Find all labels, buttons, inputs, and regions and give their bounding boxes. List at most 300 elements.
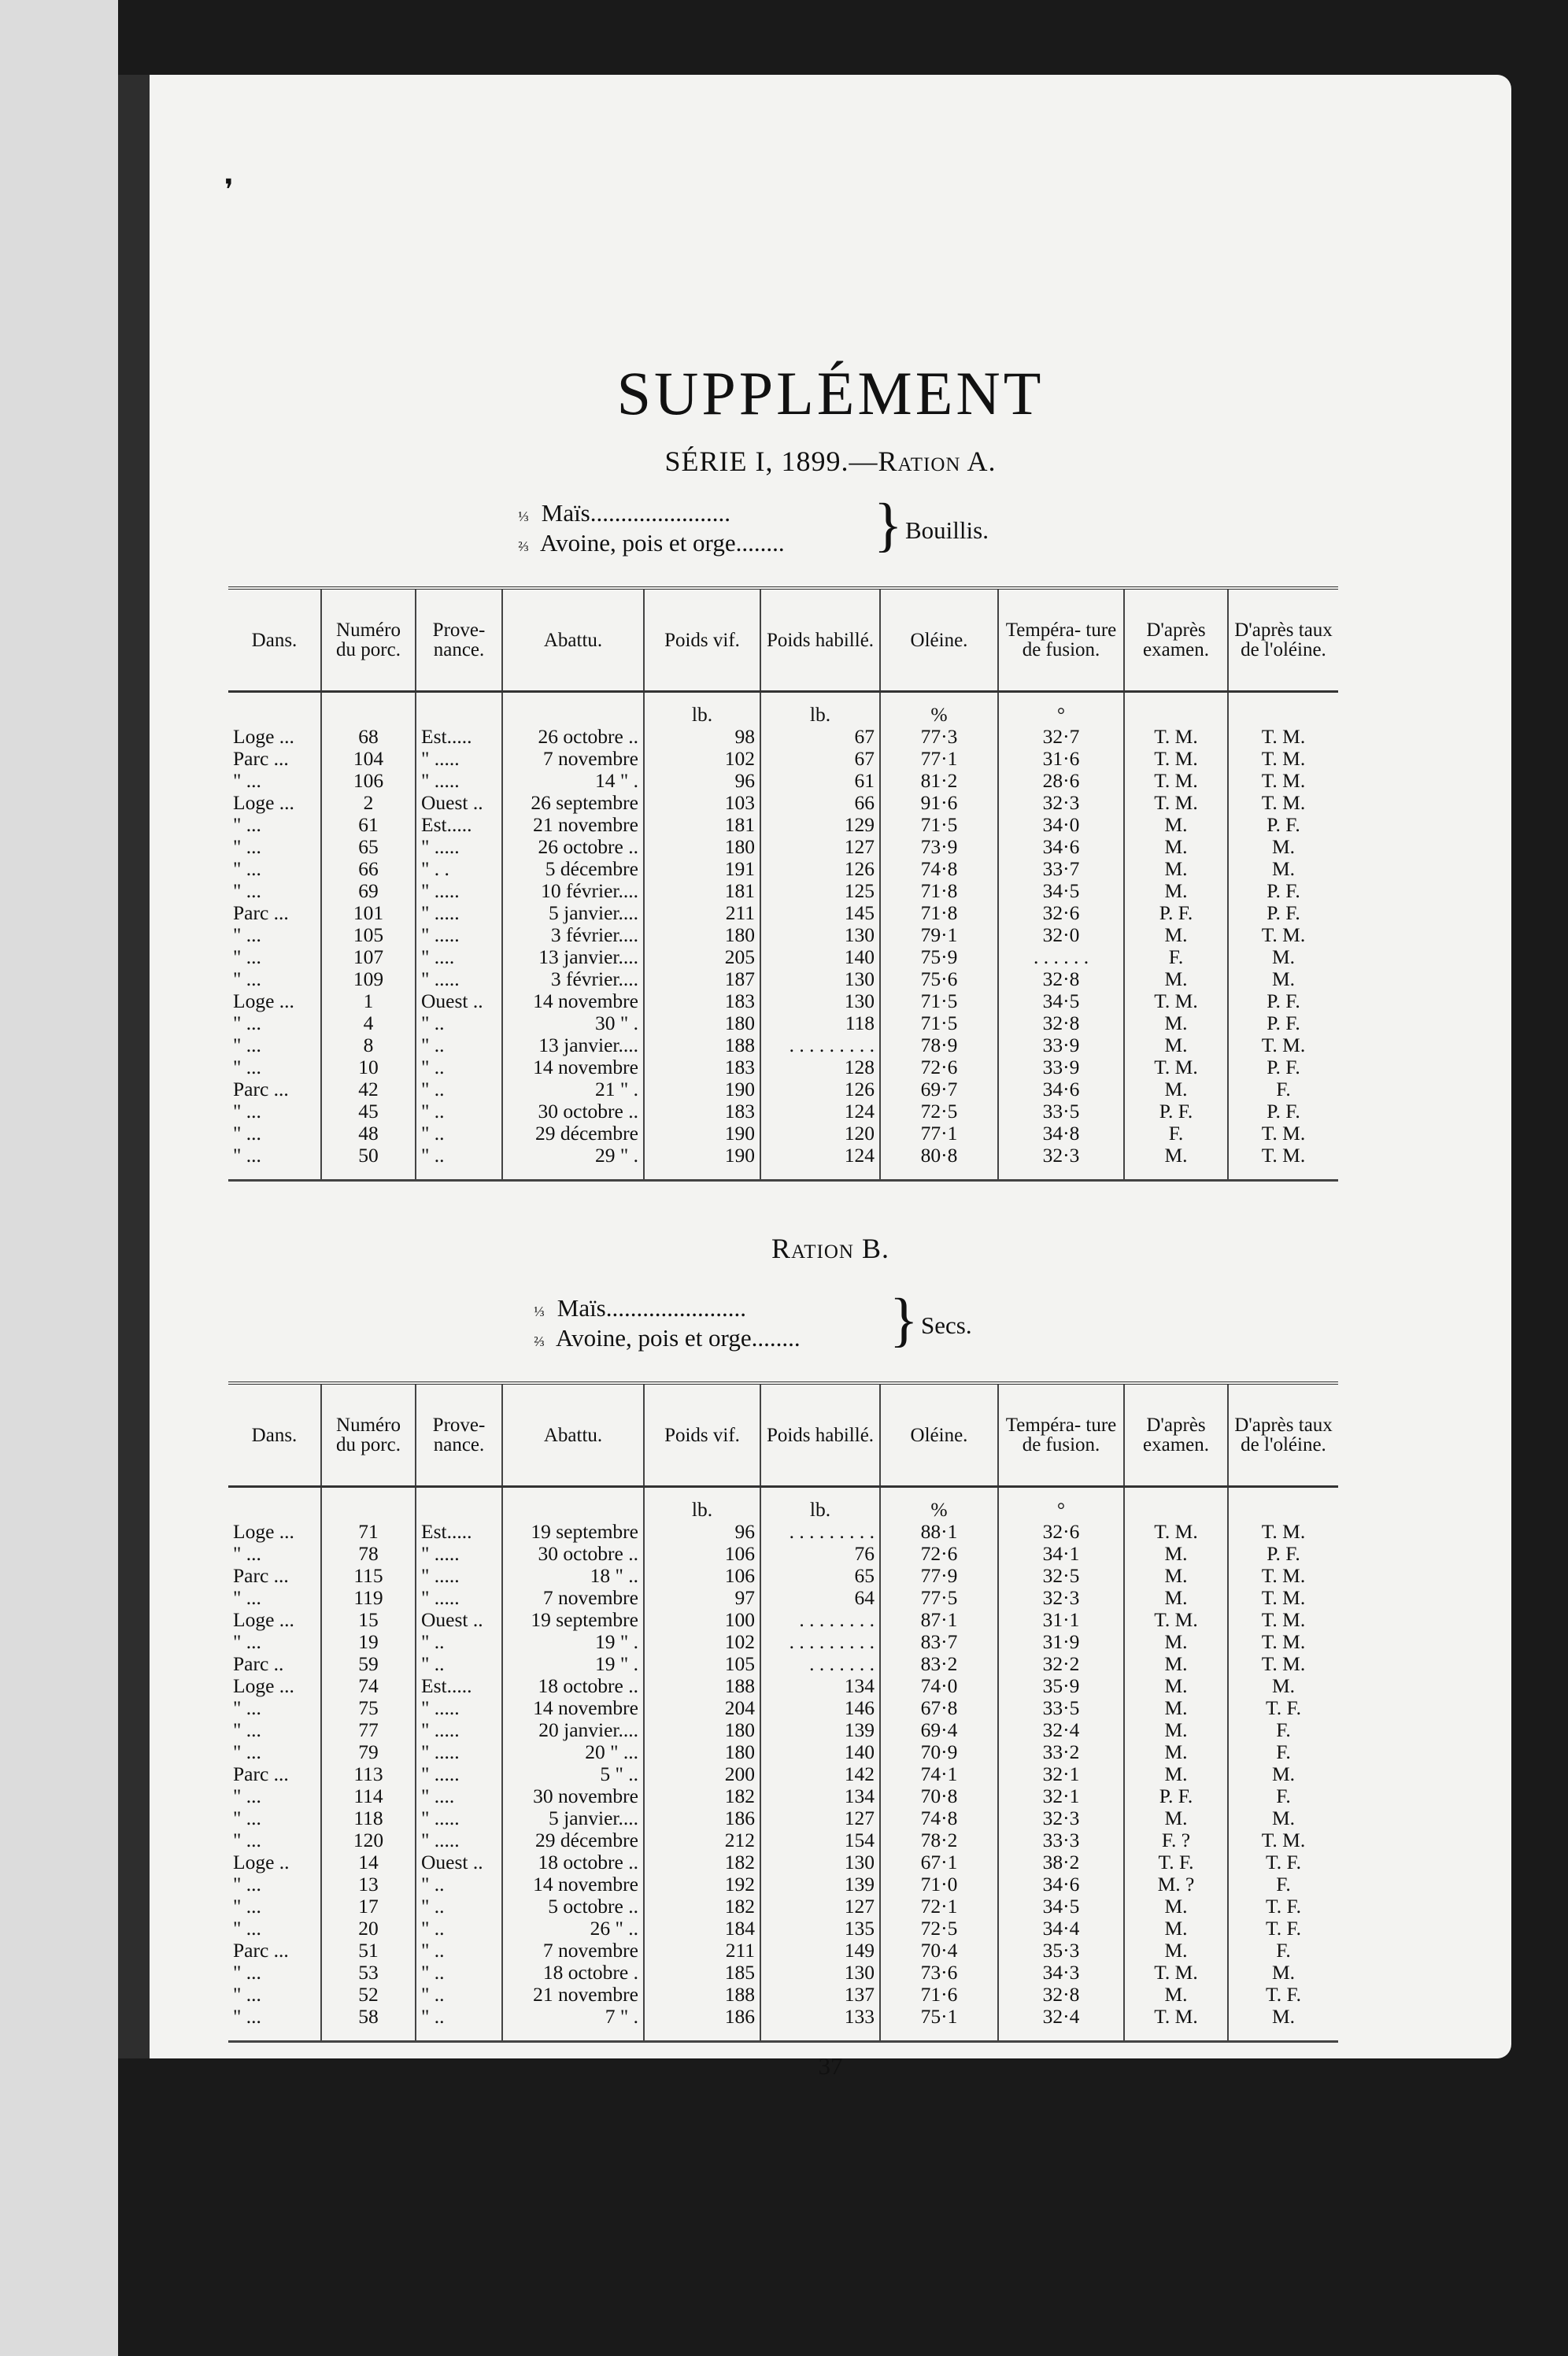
table-cell: M. [1124,880,1228,902]
table-cell: 106 [644,1543,760,1565]
column-header: Poids habillé. [760,588,880,692]
table-cell: 48 [321,1123,416,1145]
table-cell: 75·6 [880,968,998,990]
table-cell: 134 [760,1785,880,1807]
table-cell: M. [1271,2006,1296,2028]
table-cell: M. [1271,858,1296,880]
table-cell: 34·0 [998,814,1124,836]
ration-b-heading: Ration B. [771,1233,889,1264]
table-cell: 149 [760,1940,880,1962]
unit-cell [502,692,644,727]
table-cell: M. [1271,836,1296,858]
table-cell: 38·2 [998,1851,1124,1873]
table-cell: 69·7 [880,1078,998,1100]
table-cell: 30 octobre .. [502,1100,644,1123]
table-cell: 83·2 [880,1653,998,1675]
table-cell: 7 " . [502,2006,644,2042]
table-cell: 135 [760,1918,880,1940]
table-cell: 10 [321,1056,416,1078]
table-cell: 58 [321,2006,416,2042]
table-cell: T. M. [1261,1565,1306,1587]
table-cell: 14 " . [502,770,644,792]
feed-item: Maïs....................... [541,499,730,527]
table-cell: T. M. [1261,1653,1306,1675]
table-cell: M. [1124,1078,1228,1100]
table-cell: 64 [760,1587,880,1609]
table-row [228,1807,1338,1829]
table-cell: 78·2 [880,1829,998,1851]
table-cell: 78·9 [880,1034,998,1056]
feed-item: Avoine, pois et orge........ [540,529,785,557]
table-cell: 77 [321,1719,416,1741]
table-cell: M. [1124,1940,1228,1962]
table-cell: 134 [760,1675,880,1697]
table-cell: T. M. [1124,2006,1228,2042]
table-cell: 78 [321,1543,416,1565]
table-cell: 26 " .. [502,1918,644,1940]
table-row [228,1521,1338,1543]
table-cell: 5 octobre .. [502,1896,644,1918]
table-cell: Parc ... [228,1763,321,1785]
table-row [228,1543,1338,1565]
table-cell: T. M. [1261,1587,1306,1609]
table-cell: 181 [644,814,760,836]
table-cell: 97 [644,1587,760,1609]
table-cell: " ..... [416,1587,502,1609]
table-cell: T. M. [1261,726,1306,748]
table-cell: 212 [644,1829,760,1851]
table-cell: T. M. [1124,990,1228,1012]
table-cell: M. ? [1124,1873,1228,1896]
table-cell: " ... [228,1543,321,1565]
table-row [228,1653,1338,1675]
table-cell: " ... [228,1918,321,1940]
table-cell: 182 [644,1785,760,1807]
unit-cell [321,692,416,727]
table-cell: " .. [416,1034,502,1056]
table-cell: M. [1124,836,1228,858]
table-cell: 113 [321,1763,416,1785]
table-cell: 142 [760,1763,880,1785]
column-header: D'après taux de l'oléine. [1228,588,1338,692]
table-cell: " ..... [416,1741,502,1763]
column-header: Oléine. [880,588,998,692]
table-cell: M. [1124,814,1228,836]
table-cell: 127 [760,1807,880,1829]
table-cell: " ..... [416,1565,502,1587]
table-cell: 19 septembre [502,1609,644,1631]
table-cell: 191 [644,858,760,880]
table-cell: " ... [228,836,321,858]
table-cell: 180 [644,924,760,946]
table-row [228,814,1338,836]
table-cell: 187 [644,968,760,990]
table-cell: 17 [321,1896,416,1918]
table-cell: 32·4 [998,2006,1124,2042]
table-cell: 192 [644,1873,760,1896]
table-cell: 53 [321,1962,416,1984]
table-row [228,1719,1338,1741]
table-cell: 77·9 [880,1565,998,1587]
table-cell: T. M. [1261,1829,1306,1851]
unit-cell: lb. [644,1487,760,1522]
table-cell: 7 novembre [502,748,644,770]
table-cell: 79·1 [880,924,998,946]
table-cell: 182 [644,1896,760,1918]
table-cell: T. M. [1261,770,1306,792]
table-cell: 32·2 [998,1653,1124,1675]
table-cell: 33·9 [998,1056,1124,1078]
table-cell: 70·9 [880,1741,998,1763]
table-row [228,1631,1338,1653]
column-header: Numéro du porc. [321,1383,416,1487]
column-header: D'après taux de l'oléine. [1228,1383,1338,1487]
table-cell: " ..... [416,748,502,770]
table-cell: 67·8 [880,1697,998,1719]
column-header: Numéro du porc. [321,588,416,692]
column-header: Abattu. [502,588,644,692]
table-cell: 181 [644,880,760,902]
unit-cell [416,1487,502,1522]
table-cell: 125 [760,880,880,902]
table-cell: Ouest .. [416,1609,502,1631]
table-cell: 70·8 [880,1785,998,1807]
table-cell: . . . . . . [998,946,1124,968]
table-cell: 33·7 [998,858,1124,880]
table-cell: " .. [416,1918,502,1940]
table-cell: 34·5 [998,1896,1124,1918]
unit-cell [1228,1487,1338,1522]
table-cell: M. [1124,1565,1228,1587]
table-cell: Loge ... [228,1609,321,1631]
table-cell: 109 [321,968,416,990]
table-cell: 67 [760,726,880,748]
table-cell: 31·1 [998,1609,1124,1631]
table-cell: 18 octobre . [502,1962,644,1984]
table-cell: P. F. [1267,1543,1300,1565]
table-cell: 14 novembre [502,1697,644,1719]
table-row [228,902,1338,924]
table-cell: 188 [644,1675,760,1697]
table-cell: 139 [760,1873,880,1896]
table-cell: 8 [321,1034,416,1056]
table-row [228,2006,1338,2042]
table-cell: T. M. [1124,770,1228,792]
table-cell: 20 [321,1918,416,1940]
unit-cell [1124,1487,1228,1522]
table-cell: M. [1124,1807,1228,1829]
brace: } [889,1287,919,1353]
table-cell: 115 [321,1565,416,1587]
table-cell: 145 [760,902,880,924]
table-cell: 61 [760,770,880,792]
table-cell: 77·1 [880,1123,998,1145]
table-cell: 76 [760,1543,880,1565]
table-cell: P. F. [1267,902,1300,924]
table-cell: 34·3 [998,1962,1124,1984]
table-cell: 34·8 [998,1123,1124,1145]
column-header: Tempéra- ture de fusion. [998,588,1124,692]
table-cell: " ... [228,814,321,836]
table-cell: 71 [321,1521,416,1543]
table-cell: " ..... [416,1829,502,1851]
table-cell: 118 [321,1807,416,1829]
table-cell: T. M. [1124,748,1228,770]
ink-mark: ❜ [224,174,234,205]
table-cell: 35·3 [998,1940,1124,1962]
table-cell: 3 février.... [502,924,644,946]
table-cell: " .. [416,1962,502,1984]
table-cell: 50 [321,1145,416,1181]
table-cell: " ... [228,1123,321,1145]
unit-cell: lb. [644,692,760,727]
column-header: Oléine. [880,1383,998,1487]
table-cell: 28·6 [998,770,1124,792]
table-cell: 32·1 [998,1785,1124,1807]
table-row [228,946,1338,968]
table-cell: 71·8 [880,880,998,902]
unit-cell [1228,692,1338,727]
table-cell: 137 [760,1984,880,2006]
table-cell: 20 " ... [502,1741,644,1763]
ration-a-feed [512,492,989,560]
table-cell: 106 [644,1565,760,1587]
book-gutter [118,75,150,2058]
table-cell: 73·6 [880,1962,998,1984]
table-row [228,924,1338,946]
table-cell: 5 janvier.... [502,902,644,924]
table-cell: T. M. [1261,1631,1306,1653]
table-row [228,1012,1338,1034]
table-cell: 71·5 [880,990,998,1012]
table-cell: 32·0 [998,924,1124,946]
table-cell: " ... [228,1587,321,1609]
ration-a-label: Ration A. [878,446,997,477]
table-cell: " .. [416,2006,502,2042]
table-cell: 19 " . [502,1653,644,1675]
table-cell: 20 janvier.... [502,1719,644,1741]
table-cell: 124 [760,1145,880,1181]
table-row [228,1741,1338,1763]
table-cell: 32·8 [998,1012,1124,1034]
table-cell: 26 octobre .. [502,726,644,748]
table-cell: 15 [321,1609,416,1631]
table-cell: 19 " . [502,1631,644,1653]
table-cell: " ... [228,1984,321,2006]
table-cell: M. [1124,858,1228,880]
table-cell: " .. [416,1100,502,1123]
table-cell: 61 [321,814,416,836]
table-cell: P. F. [1124,902,1228,924]
table-cell: 19 [321,1631,416,1653]
column-header: D'après examen. [1124,588,1228,692]
table-row [228,880,1338,902]
table-cell: 180 [644,1741,760,1763]
table-cell: " ..... [416,902,502,924]
unit-cell: % [880,692,998,727]
table-cell: " .. [416,1873,502,1896]
table-cell: Ouest .. [416,990,502,1012]
table-cell: " .. [416,1984,502,2006]
table-cell: " .. [416,1056,502,1078]
table-cell: " .. [416,1653,502,1675]
table-cell: M. [1124,924,1228,946]
table-cell: " ..... [416,880,502,902]
table-cell: 4 [321,1012,416,1034]
table-cell: . . . . . . . [760,1653,880,1675]
table-cell: 7 novembre [502,1587,644,1609]
table-row [228,1697,1338,1719]
table-cell: T. F. [1266,1984,1301,2006]
table-row [228,1763,1338,1785]
table-row [228,726,1338,748]
table-cell: " ..... [416,1763,502,1785]
table-cell: 67 [760,748,880,770]
table-cell: T. F. [1266,1918,1301,1940]
table-cell: " ... [228,1829,321,1851]
table-cell: P. F. [1124,1100,1228,1123]
ration-b-table [228,1381,1338,2043]
table-cell: 71·5 [880,814,998,836]
brace: } [874,492,903,558]
table-cell: M. [1271,1807,1296,1829]
unit-cell [321,1487,416,1522]
table-cell: 130 [760,990,880,1012]
table-cell: 32·3 [998,1587,1124,1609]
table-cell: . . . . . . . . [760,1609,880,1631]
table-row [228,1984,1338,2006]
column-header: Poids habillé. [760,1383,880,1487]
table-cell: 18 octobre .. [502,1675,644,1697]
table-cell: F. [1124,946,1228,968]
table-cell: 129 [760,814,880,836]
table-cell: P. F. [1267,1012,1300,1034]
table-cell: 33·5 [998,1100,1124,1123]
feed-item: Avoine, pois et orge........ [556,1324,801,1352]
table-cell: Parc ... [228,748,321,770]
table-cell: 146 [760,1697,880,1719]
table-cell: 18 " .. [502,1565,644,1587]
table-cell: 32·7 [998,726,1124,748]
table-row [228,1145,1338,1181]
table-cell: 2 [321,792,416,814]
table-cell: 66 [760,792,880,814]
table-cell: " ... [228,1631,321,1653]
table-cell: 107 [321,946,416,968]
table-row [228,1873,1338,1896]
table-cell: M. [1271,1763,1296,1785]
table-cell: Loge .. [228,1851,321,1873]
table-cell: 75 [321,1697,416,1719]
table-cell: 211 [644,902,760,924]
table-cell: 120 [760,1123,880,1145]
unit-cell: % [880,1487,998,1522]
table-cell: 128 [760,1056,880,1078]
table-cell: 100 [644,1609,760,1631]
table-row [228,1918,1338,1940]
table-cell: " ..... [416,924,502,946]
table-cell: 33·3 [998,1829,1124,1851]
table-cell: 211 [644,1940,760,1962]
table-cell: M. [1124,1741,1228,1763]
table-cell: " ... [228,1012,321,1034]
table-cell: 21 " . [502,1078,644,1100]
table-cell: Parc .. [228,1653,321,1675]
table-cell: 119 [321,1587,416,1609]
table-cell: 71·0 [880,1873,998,1896]
table-row [228,1940,1338,1962]
table-row [228,1675,1338,1697]
table-cell: M. [1271,1962,1296,1984]
table-cell: " ... [228,2006,321,2042]
table-cell: . . . . . . . . . [760,1631,880,1653]
table-cell: P. F. [1267,1100,1300,1123]
table-cell: T. M. [1261,792,1306,814]
table-cell: 5 décembre [502,858,644,880]
table-cell: 72·5 [880,1100,998,1123]
table-cell: 96 [644,1521,760,1543]
table-cell: 67·1 [880,1851,998,1873]
table-cell: 180 [644,836,760,858]
table-cell: 14 novembre [502,990,644,1012]
table-cell: 32·6 [998,902,1124,924]
column-header: Dans. [228,1383,321,1487]
table-cell: M. [1271,1675,1296,1697]
table-cell: 74·1 [880,1763,998,1785]
table-cell: F. [1276,1873,1291,1896]
table-cell: " .... [416,946,502,968]
table-cell: 74·8 [880,1807,998,1829]
table-row [228,1851,1338,1873]
table-cell: M. [1124,1631,1228,1653]
table-cell: F. [1276,1719,1291,1741]
table-cell: M. [1124,1918,1228,1940]
table-cell: 98 [644,726,760,748]
table-cell: 190 [644,1123,760,1145]
table-row [228,836,1338,858]
table-cell: 186 [644,1807,760,1829]
table-cell: 21 novembre [502,1984,644,2006]
table-cell: " ... [228,1719,321,1741]
table-row [228,990,1338,1012]
table-cell: 105 [644,1653,760,1675]
table-cell: 77·3 [880,726,998,748]
table-cell: Est..... [416,1675,502,1697]
feed-preparation: Bouillis. [905,516,989,544]
table-cell: 180 [644,1012,760,1034]
document-page [150,75,1511,2080]
table-cell: T. F. [1266,1896,1301,1918]
table-cell: 14 novembre [502,1873,644,1896]
table-cell: T. M. [1261,748,1306,770]
table-row [228,1609,1338,1631]
table-cell: 34·6 [998,836,1124,858]
table-cell: Ouest .. [416,792,502,814]
table-cell: 75·9 [880,946,998,968]
column-header: Poids vif. [644,588,760,692]
table-cell: 72·5 [880,1918,998,1940]
table-cell: 19 septembre [502,1521,644,1543]
table-cell: 73·9 [880,836,998,858]
table-row [228,1896,1338,1918]
table-cell: 183 [644,1056,760,1078]
table-cell: " ... [228,1100,321,1123]
table-row [228,1587,1338,1609]
table-cell: 33·2 [998,1741,1124,1763]
table-cell: M. [1124,1145,1228,1181]
table-cell: F. [1276,1940,1291,1962]
table-row [228,1785,1338,1807]
